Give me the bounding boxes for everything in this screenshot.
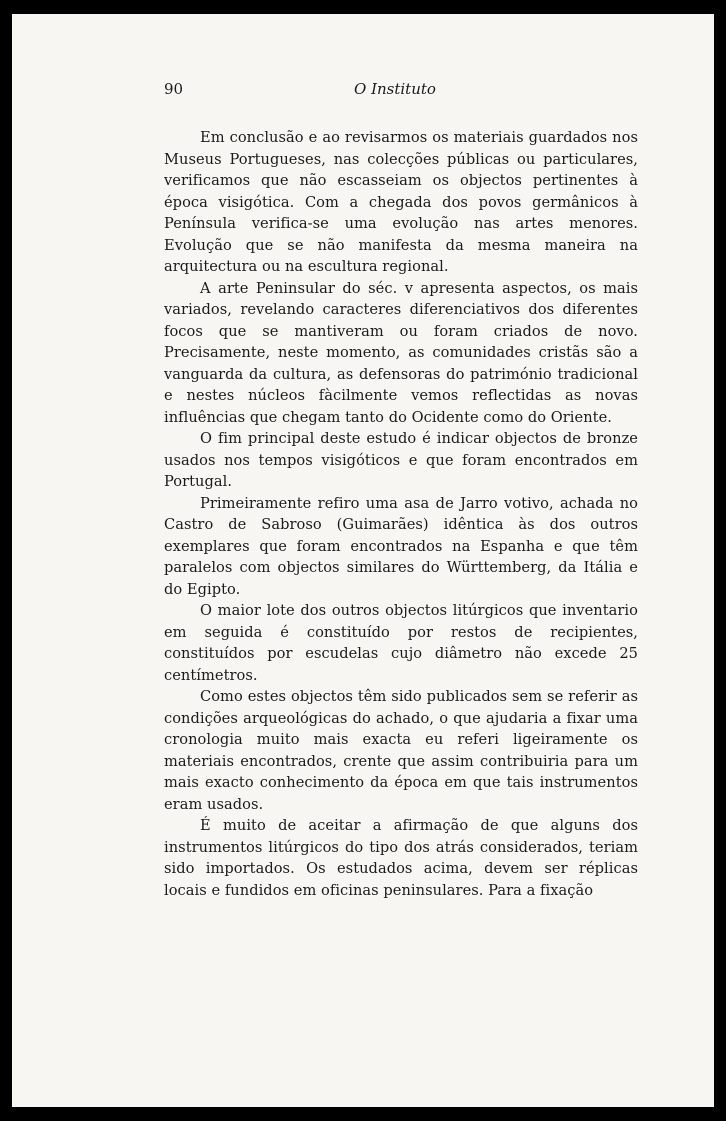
paragraph: O fim principal deste estudo é indicar objectos de bronze usados nos tempos visigóticos e que foram encontrados em Portugal. [164,430,638,490]
paragraph: Em conclusão e ao revisarmos os materiais guardados nos Museus Portugueses, nas colecções públicas ou particulares, verificamos que não escasseiam os objectos pertinentes à época visigótica. Com a chegada dos povos germânicos à Península verifica-se uma evolução nas artes menores. Evolução que se não manifesta da mesma maneira na arquitectura ou na escultura regional. [164,129,638,275]
body-text [164,127,638,901]
running-title: O Instituto [354,80,436,98]
paragraph: Como estes objectos têm sido publicados sem se referir as condições arqueológicas do achado, o que ajudaria a fixar uma cronologia muito mais exacta eu referi ligeiramente os materiais encontrados, crente que assim contribuiria para um mais exacto conhecimento da época em que tais instrumentos eram usados. [164,688,638,813]
paragraph: A arte Peninsular do séc. v apresenta aspectos, os mais variados, revelando caracteres diferenciativos dos diferentes focos que se mantiveram ou foram criados de novo. Precisamente, neste momento, as comunidades cristãs são a vanguarda da cultura, as defensoras do património tradicional e nestes núcleos fàcilmente vemos reflectidas as novas influências que chegam tanto do Ocidente como do Oriente. [164,279,638,426]
paragraph: O maior lote dos outros objectos litúrgicos que inventario em seguida é constituído por restos de recipientes, constituídos por escudelas cujo diâmetro não excede 25 centímetros. [164,602,638,684]
paragraph: É muito de aceitar a afirmação de que alguns dos instrumentos litúrgicos do tipo dos atrás considerados, teriam sido importados. Os estudados acima, devem ser réplicas locais e fundidos em oficinas peninsulares. Para a fixação [164,817,638,899]
page-number: 90 [164,80,184,98]
paragraph: Primeiramente refiro uma asa de Jarro votivo, achada no Castro de Sabroso (Guimarães) idêntica às dos outros exemplares que foram encontrados na Espanha e que têm paralelos com objectos similares do Württemberg, da Itália e do Egipto. [164,494,638,598]
page-header [164,80,638,102]
